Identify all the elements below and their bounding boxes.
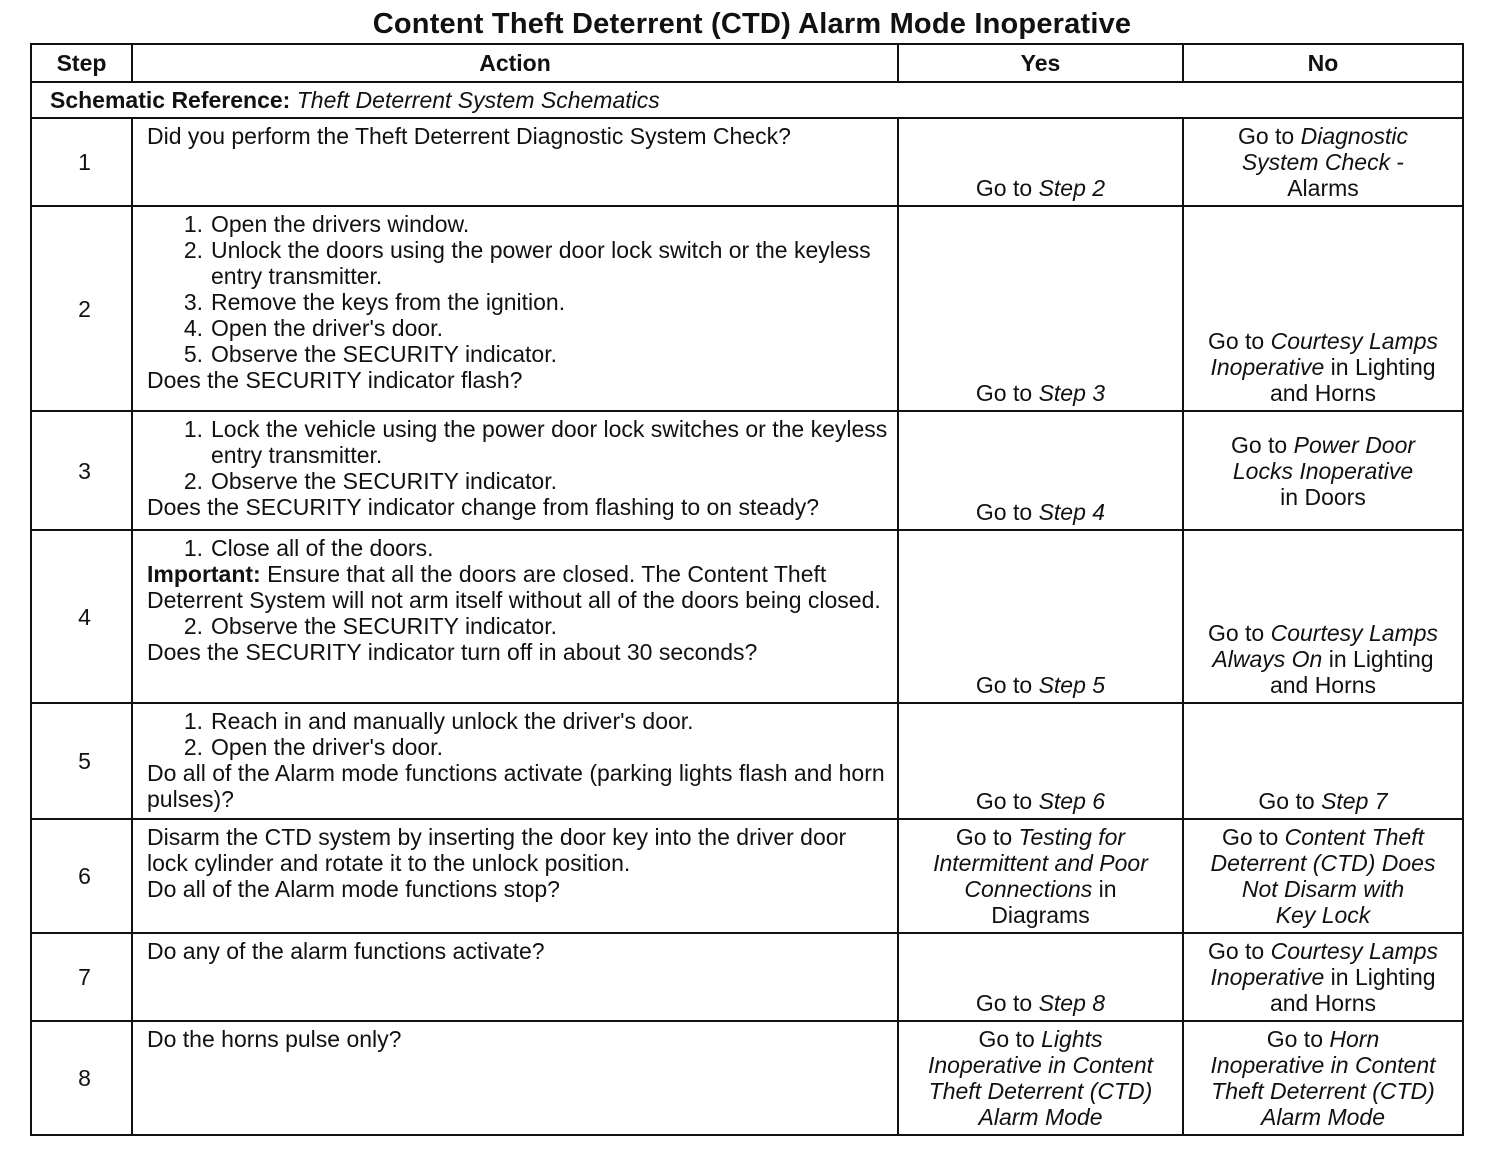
list-number: 2. [183,734,203,760]
result-line [905,1078,1176,1104]
yes-cell [898,530,1183,703]
diagnostic-table [30,43,1464,1136]
result-link: Inoperative in Content [927,1052,1154,1078]
result-text: Go to [1207,620,1271,646]
result-text: Go to [1266,1026,1330,1052]
result-line [1190,938,1456,964]
table-row [31,411,1463,530]
list-text: Unlock the doors using the power door lock switch or the keyless entry transmitter. [211,237,871,289]
table-row [31,530,1463,703]
result-line [1190,432,1456,458]
list-number: 3. [183,289,203,315]
procedure-list [147,416,889,494]
result-line [1190,850,1456,876]
result-line [905,990,1176,1016]
list-text: Open the drivers window. [211,211,470,237]
result-link: Courtesy Lamps [1270,938,1439,964]
result-line [1190,620,1456,646]
table-row [31,1021,1463,1135]
no-cell [1183,530,1463,703]
result-text: in Doors [1280,483,1366,510]
result-text: in Lighting [1324,964,1436,990]
step-number: 7 [31,933,132,1021]
result-line [1190,672,1456,698]
header-action: Action [132,44,898,82]
result-line [905,1052,1176,1078]
result-link: Always On [1212,646,1323,672]
result-link: Courtesy Lamps [1270,620,1439,646]
list-number: 1. [183,708,203,734]
list-item [147,315,889,341]
no-cell [1183,118,1463,206]
step-number: 4 [31,530,132,703]
result-line [1190,123,1456,149]
list-number: 2. [183,613,203,639]
result-link: Inoperative [1210,964,1325,990]
result-link: Step 8 [1038,990,1106,1016]
action-cell [132,118,898,206]
result-line [905,499,1176,525]
header-step: Step [31,44,132,82]
result-line [1190,354,1456,380]
list-number: 5. [183,341,203,367]
result-link: Lights [1041,1026,1103,1052]
result-line [1190,646,1456,672]
yes-cell [898,703,1183,819]
result-link: Horn [1329,1026,1380,1052]
result-link: Alarm Mode [1261,1104,1385,1130]
yes-cell [898,933,1183,1021]
action-cell [132,206,898,411]
result-line [905,850,1176,876]
result-line [1190,824,1456,850]
important-label: Important: [147,561,261,587]
result-line [905,902,1176,928]
action-question: Does the SECURITY indicator change from flashing to on steady? [147,494,820,520]
table-row [31,206,1463,411]
result-text: Go to [1221,824,1285,850]
result-link: Inoperative [1210,354,1325,380]
important-note [147,561,889,613]
schematic-reference-row [31,82,1463,118]
result-link: Content Theft [1284,824,1424,850]
result-line [905,824,1176,850]
yes-cell [898,819,1183,933]
action-question: Do all of the Alarm mode functions stop? [147,876,560,902]
action-question: Do any of the alarm functions activate? [147,938,545,964]
action-question: Does the SECURITY indicator turn off in about 30 seconds? [147,639,758,665]
list-number: 2. [183,237,203,263]
result-link: Step 5 [1038,672,1106,698]
yes-cell [898,1021,1183,1135]
list-number: 1. [183,211,203,237]
list-text: Open the driver's door. [211,734,443,760]
result-text: in Lighting [1322,646,1434,672]
step-number: 1 [31,118,132,206]
result-text: and Horns [1269,672,1377,698]
result-text: in Lighting [1324,354,1436,380]
schematic-reference [31,82,1463,118]
list-text: Observe the SECURITY indicator. [211,468,557,494]
result-text: Go to [975,672,1039,698]
action-question: Does the SECURITY indicator flash? [147,367,523,393]
action-cell [132,933,898,1021]
list-text: Reach in and manually unlock the driver's door. [211,708,694,734]
result-link: Locks Inoperative [1232,457,1414,484]
list-text: Open the driver's door. [211,315,443,341]
result-line [905,380,1176,406]
result-line [1190,484,1456,510]
result-text: Go to [975,380,1039,406]
result-text: Go to [975,499,1039,525]
list-item [147,708,889,734]
list-number: 1. [183,416,203,442]
result-text: Go to [1237,123,1301,149]
header-row [31,44,1463,82]
result-link: Step 6 [1038,788,1106,814]
list-item [147,211,889,237]
important-text: Ensure that all the doors are closed. The Content Theft Deterrent System will not arm itself without all of the doors being closed. [147,561,881,613]
list-item [147,734,889,760]
step-number: 8 [31,1021,132,1135]
result-link: Not Disarm with [1241,876,1405,902]
action-cell [132,1021,898,1135]
result-link: Step 3 [1038,380,1106,406]
result-line [1190,964,1456,990]
action-text: Disarm the CTD system by inserting the door key into the driver door lock cylinder and rotate it to the unlock position. [147,824,847,876]
list-number: 2. [183,468,203,494]
procedure-list [147,211,889,367]
result-link: Theft Deterrent (CTD) [928,1078,1153,1104]
step-number: 6 [31,819,132,933]
result-link: Diagnostic [1300,123,1409,149]
result-text: and Horns [1269,990,1377,1016]
result-text: Go to [1207,938,1271,964]
yes-cell [898,206,1183,411]
result-link: Alarm Mode [978,1104,1103,1130]
result-line [905,175,1176,201]
result-line [1190,1026,1456,1052]
action-cell [132,411,898,530]
result-line [905,1104,1176,1130]
list-item [147,237,889,289]
yes-cell [898,118,1183,206]
header-yes: Yes [898,44,1183,82]
result-link: Connections [964,876,1093,902]
header-no: No [1183,44,1463,82]
result-link: Intermittent and Poor [933,850,1148,876]
result-link: Inoperative in Content [1210,1052,1436,1078]
result-text: in [1092,876,1117,902]
result-link: Courtesy Lamps [1270,328,1439,354]
result-text: Go to [955,824,1019,850]
action-cell [132,703,898,819]
procedure-list [147,535,889,561]
result-line [1190,458,1456,484]
result-text: Go to [1230,431,1294,458]
list-text: Lock the vehicle using the power door lock switches or the keyless entry transmitter. [211,416,888,468]
result-line [1190,902,1456,928]
list-text: Remove the keys from the ignition. [211,289,566,315]
result-text: Go to [1258,788,1322,814]
result-link: Step 7 [1321,788,1388,814]
procedure-list [147,708,889,760]
table-row [31,819,1463,933]
step-number: 3 [31,411,132,530]
result-line [905,672,1176,698]
no-cell [1183,933,1463,1021]
result-text: - [1390,149,1405,175]
result-line [905,876,1176,902]
list-item [147,535,889,561]
action-cell [132,819,898,933]
list-text: Observe the SECURITY indicator. [211,341,557,367]
result-line [1190,788,1456,814]
schematic-label: Schematic Reference: [50,87,291,113]
result-text: Go to [975,175,1039,201]
result-line [1190,328,1456,354]
procedure-list [147,613,889,639]
result-line [905,1026,1176,1052]
result-line [1190,175,1456,201]
result-link: Step 2 [1038,175,1106,201]
no-cell [1183,819,1463,933]
no-cell [1183,411,1463,530]
result-text: Go to [978,1026,1042,1052]
list-item [147,341,889,367]
result-link: Testing for [1018,824,1126,850]
list-text: Observe the SECURITY indicator. [211,613,557,639]
result-line [1190,1052,1456,1078]
list-item [147,468,889,494]
step-number: 2 [31,206,132,411]
no-cell [1183,1021,1463,1135]
list-text: Close all of the doors. [211,535,434,561]
list-item [147,289,889,315]
result-line [1190,1078,1456,1104]
no-cell [1183,703,1463,819]
result-text: Alarms [1287,175,1359,201]
result-line [1190,1104,1456,1130]
result-link: Theft Deterrent (CTD) [1211,1078,1435,1104]
list-item [147,613,889,639]
result-link: System Check [1241,149,1391,175]
result-link: Key Lock [1275,902,1371,928]
schematic-value: Theft Deterrent System Schematics [296,87,660,113]
step-number: 5 [31,703,132,819]
list-item [147,416,889,468]
yes-cell [898,411,1183,530]
no-cell [1183,206,1463,411]
table-row [31,703,1463,819]
list-number: 4. [183,315,203,341]
list-number: 1. [183,535,203,561]
result-line [1190,380,1456,406]
result-line [1190,149,1456,175]
action-question: Do all of the Alarm mode functions activate (parking lights flash and horn pulses)? [147,760,885,812]
result-line [1190,990,1456,1016]
result-line [905,788,1176,814]
action-question: Did you perform the Theft Deterrent Diagnostic System Check? [147,123,791,149]
result-line [1190,876,1456,902]
result-link: Deterrent (CTD) Does [1210,850,1436,876]
table-row [31,118,1463,206]
result-text: Go to [975,990,1039,1016]
page-title: Content Theft Deterrent (CTD) Alarm Mode Inoperative [372,8,1132,40]
result-text: Go to [975,788,1039,814]
action-cell [132,530,898,703]
result-text: Diagrams [991,902,1090,928]
result-text: Go to [1207,328,1271,354]
result-link: Step 4 [1038,499,1106,525]
result-link: Power Door [1293,431,1416,458]
action-question: Do the horns pulse only? [147,1026,402,1052]
result-text: and Horns [1269,380,1377,406]
table-row [31,933,1463,1021]
